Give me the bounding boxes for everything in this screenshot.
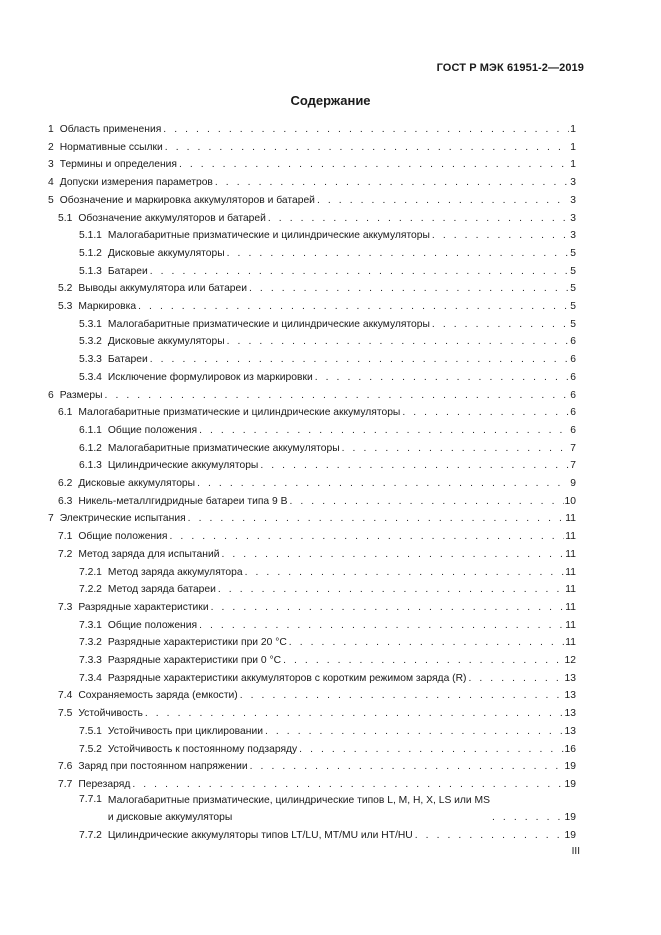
toc-entry-page: 5 — [570, 301, 576, 312]
toc-entry-title: Общие положения — [107, 424, 198, 436]
toc-entry-title: Малогабаритные призматические и цилиндрические аккумуляторы — [78, 407, 401, 419]
toc-leader-dots — [170, 528, 565, 546]
toc-entry-number: 7.7.1 — [79, 794, 102, 805]
toc-entry-page: 11 — [565, 566, 576, 578]
toc-entry-number: 7.7.2 — [79, 830, 102, 841]
toc-leader-dots — [150, 263, 569, 281]
toc-entry-title: Нормативные ссылки — [59, 141, 163, 153]
toc-entry-page: 19 — [564, 830, 576, 841]
toc-leader-dots — [432, 316, 569, 334]
toc-entry-number: 5.1 — [58, 212, 73, 224]
toc-entry[interactable] — [48, 493, 576, 511]
toc-entry-title: Малогабаритные призматические аккумуляторы — [107, 442, 340, 454]
toc-leader-dots — [145, 705, 564, 723]
toc-entry-number: 6.1 — [58, 407, 73, 419]
toc-leader-dots — [165, 139, 569, 157]
toc-entry-title: Выводы аккумулятора или батареи — [78, 283, 248, 295]
toc-entry-number: 5.2 — [58, 283, 73, 295]
toc-entry[interactable] — [48, 121, 576, 139]
toc-entry-page: 3 — [570, 212, 576, 224]
toc-entry[interactable] — [48, 791, 576, 827]
toc-entry-page: 6 — [570, 407, 576, 419]
toc-entry[interactable] — [48, 440, 576, 458]
toc-entry-title: Устойчивость — [78, 708, 143, 720]
toc-entry-title: Область применения — [59, 124, 162, 135]
toc-entry-page: 19 — [564, 812, 576, 824]
toc-leader-dots — [227, 245, 569, 263]
toc-entry-number: 4 — [48, 177, 54, 189]
toc-leader-dots — [179, 156, 569, 174]
toc-leader-dots — [415, 827, 564, 845]
toc-leader-dots — [468, 670, 563, 688]
toc-entry-number: 3 — [48, 159, 54, 171]
toc-entry[interactable] — [48, 564, 576, 582]
toc-entry-title: Размеры — [59, 389, 103, 401]
toc-leader-dots — [265, 723, 564, 741]
toc-entry-number: 7.3 — [58, 601, 73, 613]
toc-leader-dots — [211, 599, 565, 617]
toc-leader-dots — [221, 546, 564, 564]
toc-leader-dots — [249, 280, 569, 298]
toc-entry-page: 5 — [570, 265, 576, 277]
toc-entry-title: Метод заряда для испытаний — [78, 548, 220, 560]
toc-entry[interactable] — [48, 510, 576, 528]
toc-entry-number: 7.1 — [58, 531, 73, 543]
toc-leader-dots — [215, 174, 569, 192]
toc-entry-title: Малогабаритные призматические и цилиндрические аккумуляторы — [107, 318, 430, 330]
toc-entry-title: Устойчивость к постоянному подзаряду — [107, 743, 298, 755]
toc-entry-title: Малогабаритные призматические и цилиндрические аккумуляторы — [107, 230, 430, 242]
toc-leader-dots — [289, 493, 563, 511]
toc-entry[interactable] — [48, 227, 576, 245]
toc-entry-page: 3 — [570, 177, 576, 189]
toc-entry-title: Общие положения — [107, 619, 198, 631]
toc-entry-title: Термины и определения — [59, 159, 177, 171]
toc-entry-title: Электрические испытания — [59, 513, 186, 525]
toc-entry[interactable] — [48, 422, 576, 440]
toc-entry[interactable] — [48, 634, 576, 652]
toc-entry-page: 11 — [565, 531, 576, 543]
toc-leader-dots — [250, 758, 564, 776]
toc-entry-title: Разрядные характеристики при 0 °С — [107, 655, 282, 666]
toc-entry-page: 6 — [570, 354, 576, 366]
toc-entry-number: 7.7 — [58, 778, 73, 790]
toc-entry-title: Никель-металлгидридные батареи типа 9 В — [78, 495, 288, 507]
toc-entry-page: 6 — [570, 371, 576, 383]
toc-leader-dots — [105, 387, 569, 405]
toc-leader-dots — [218, 581, 564, 599]
toc-entry-page: 5 — [570, 318, 576, 330]
toc-entry-title: Дисковые аккумуляторы — [107, 247, 225, 259]
toc-entry[interactable] — [48, 741, 576, 759]
toc-entry[interactable] — [48, 192, 576, 210]
toc-entry[interactable] — [48, 457, 576, 475]
toc-entry-title: Исключение формулировок из маркировки — [107, 371, 313, 383]
toc-entry-number: 7 — [48, 513, 54, 525]
toc-leader-dots — [315, 369, 569, 387]
toc-entry[interactable] — [48, 528, 576, 546]
toc-entry-number: 7.2 — [58, 548, 73, 560]
toc-entry[interactable] — [48, 475, 576, 493]
toc-entry-title: Цилиндрические аккумуляторы — [107, 460, 259, 472]
toc-entry[interactable] — [48, 581, 576, 599]
toc-entry-title: Разрядные характеристики аккумуляторов с коротким режимом заряда (R) — [107, 672, 467, 684]
toc-entry-title-continued: и дисковые аккумуляторы — [107, 812, 233, 824]
toc-entry-page: 13 — [564, 690, 576, 702]
toc-leader-dots — [199, 617, 564, 635]
toc-entry-number: 5.3.2 — [79, 336, 102, 348]
toc-entry-number: 7.3.1 — [79, 619, 102, 631]
toc-entry-title: Сохраняемость заряда (емкости) — [78, 690, 238, 702]
toc-entry-title: Метод заряда батареи — [107, 584, 216, 596]
toc-entry-number: 5.3 — [58, 301, 73, 312]
toc-entry-number: 7.3.4 — [79, 672, 102, 684]
toc-leader-dots — [268, 210, 569, 228]
toc-entry-page: 11 — [565, 513, 576, 525]
toc-entry-number: 7.5.1 — [79, 725, 102, 737]
toc-entry-page: 13 — [564, 725, 576, 737]
toc-entry[interactable] — [48, 758, 576, 776]
toc-entry-title: Устойчивость при циклировании — [107, 725, 263, 737]
toc-entry[interactable] — [48, 156, 576, 174]
toc-leader-dots — [299, 741, 563, 759]
toc-entry-title: Батареи — [107, 354, 148, 366]
toc-entry[interactable] — [48, 174, 576, 192]
toc-entry[interactable] — [48, 280, 576, 298]
toc-leader-dots — [260, 457, 569, 475]
toc-entry[interactable] — [48, 245, 576, 263]
toc-entry-number: 7.3.3 — [79, 655, 102, 666]
toc-entry-page: 11 — [565, 637, 576, 649]
toc-entry[interactable] — [48, 652, 576, 670]
toc-entry-title: Дисковые аккумуляторы — [78, 478, 196, 489]
toc-entry-page: 6 — [570, 336, 576, 348]
page-number: III — [571, 846, 580, 857]
toc-entry-page: 13 — [564, 672, 576, 684]
toc-entry-number: 6.1.2 — [79, 442, 102, 454]
toc-entry-title: Дисковые аккумуляторы — [107, 336, 225, 348]
toc-entry-number: 7.5 — [58, 708, 73, 720]
toc-entry[interactable] — [48, 351, 576, 369]
toc-entry-page: 13 — [564, 708, 576, 720]
toc-entry-page: 7 — [570, 442, 576, 454]
toc-entry-title: Обозначение аккумуляторов и батарей — [78, 212, 266, 224]
toc-entry[interactable] — [48, 298, 576, 316]
toc-entry-title: Маркировка — [78, 301, 137, 312]
toc-leader-dots — [227, 333, 569, 351]
toc-entry-number: 5.1.2 — [79, 247, 102, 259]
toc-entry[interactable] — [48, 599, 576, 617]
toc-entry-page: 5 — [570, 283, 576, 295]
toc-entry-number: 6.1.1 — [79, 424, 102, 436]
toc-entry[interactable] — [48, 139, 576, 157]
toc-entry-number: 5.3.1 — [79, 318, 102, 330]
toc-entry-page: 10 — [564, 495, 576, 507]
toc-entry-page: 1 — [570, 141, 576, 153]
toc-entry-page: 5 — [570, 247, 576, 259]
toc-entry[interactable] — [48, 404, 576, 422]
toc-entry-page: 3 — [570, 230, 576, 242]
toc-entry[interactable] — [48, 210, 576, 228]
toc-entry-page: 11 — [565, 584, 576, 596]
toc-entry-number: 1 — [48, 124, 54, 135]
toc-entry-number: 5.1.3 — [79, 265, 102, 277]
toc-leader-dots — [199, 422, 569, 440]
toc-leader-dots — [342, 440, 569, 458]
toc-entry-page: 11 — [565, 601, 576, 613]
toc-entry-title: Общие положения — [78, 531, 168, 543]
toc-entry-title: Разрядные характеристики — [78, 601, 209, 613]
toc-entry[interactable] — [48, 723, 576, 741]
toc-entry-title: Перезаряд — [78, 778, 131, 790]
toc-leader-dots — [150, 351, 569, 369]
toc-entry-page: 11 — [565, 548, 576, 560]
toc-entry-page: 6 — [570, 424, 576, 436]
toc-entry-page: 9 — [570, 478, 576, 489]
toc-entry-number: 7.4 — [58, 690, 73, 702]
toc-leader-dots — [317, 192, 569, 210]
toc-entry-number: 6.2 — [58, 478, 73, 489]
toc-leader-dots — [138, 298, 569, 316]
toc-entry-number: 7.2.1 — [79, 566, 102, 578]
toc-entry-title: Заряд при постоянном напряжении — [78, 761, 248, 773]
toc-entry-page: 19 — [564, 761, 576, 773]
toc-entry-title: Батареи — [107, 265, 148, 277]
toc-leader-dots — [240, 687, 564, 705]
toc-entry[interactable] — [48, 705, 576, 723]
toc-entry-number: 6.1.3 — [79, 460, 102, 472]
toc-leader-dots — [432, 227, 569, 245]
toc-entry[interactable] — [48, 316, 576, 334]
toc-entry-number: 5 — [48, 194, 54, 206]
toc-entry-number: 7.3.2 — [79, 637, 102, 649]
toc-entry-number: 5.3.4 — [79, 371, 102, 383]
toc-entry-page: 19 — [564, 778, 576, 790]
toc-entry-number: 7.5.2 — [79, 743, 102, 755]
standard-designation: ГОСТ Р МЭК 61951-2—2019 — [436, 62, 584, 74]
toc-leader-dots — [402, 404, 569, 422]
toc-entry[interactable] — [48, 670, 576, 688]
toc-entry-title: Обозначение и маркировка аккумуляторов и батарей — [59, 194, 315, 206]
toc-leader-dots — [197, 475, 569, 493]
toc-entry[interactable] — [48, 263, 576, 281]
toc-entry-title: Допуски измерения параметров — [59, 177, 213, 189]
toc-entry-number: 6.3 — [58, 495, 73, 507]
toc-entry-number: 7.2.2 — [79, 584, 102, 596]
toc-leader-dots — [289, 634, 565, 652]
toc-entry[interactable] — [48, 617, 576, 635]
toc-leader-dots — [163, 121, 569, 139]
toc-entry[interactable] — [48, 546, 576, 564]
toc-entry-title: Разрядные характеристики при 20 °С — [107, 637, 287, 649]
toc-leader-dots — [492, 809, 564, 827]
toc-entry-page: 6 — [570, 389, 576, 401]
toc-entry-number: 5.3.3 — [79, 354, 102, 366]
toc-leader-dots — [188, 510, 565, 528]
toc-entry[interactable] — [48, 387, 576, 405]
page-title: Содержание — [290, 93, 371, 108]
toc-entry-page: 12 — [564, 655, 576, 666]
toc-leader-dots — [283, 652, 563, 670]
toc-entry-title: Метод заряда аккумулятора — [107, 566, 243, 578]
toc-entry-page: 1 — [570, 124, 576, 135]
toc-entry-title: Малогабаритные призматические, цилиндрические типов L, M, H, X, LS или MS — [107, 794, 490, 806]
toc-entry[interactable] — [48, 333, 576, 351]
toc-leader-dots — [245, 564, 565, 582]
toc-entry-number: 7.6 — [58, 761, 73, 773]
toc-entry-number: 5.1.1 — [79, 230, 102, 242]
toc-entry-page: 11 — [565, 619, 576, 631]
toc-entry-page: 1 — [570, 159, 576, 171]
toc-entry-page: 16 — [564, 743, 576, 755]
toc-entry-number: 6 — [48, 389, 54, 401]
toc-entry-page: 3 — [570, 194, 576, 206]
toc-entry[interactable] — [48, 827, 576, 845]
toc-entry-number: 2 — [48, 141, 54, 153]
toc-entry-title: Цилиндрические аккумуляторы типов LT/LU, MT/MU или HT/HU — [107, 830, 413, 841]
toc-entry[interactable] — [48, 687, 576, 705]
toc-entry[interactable] — [48, 369, 576, 387]
toc-entry-page: 7 — [570, 460, 576, 472]
